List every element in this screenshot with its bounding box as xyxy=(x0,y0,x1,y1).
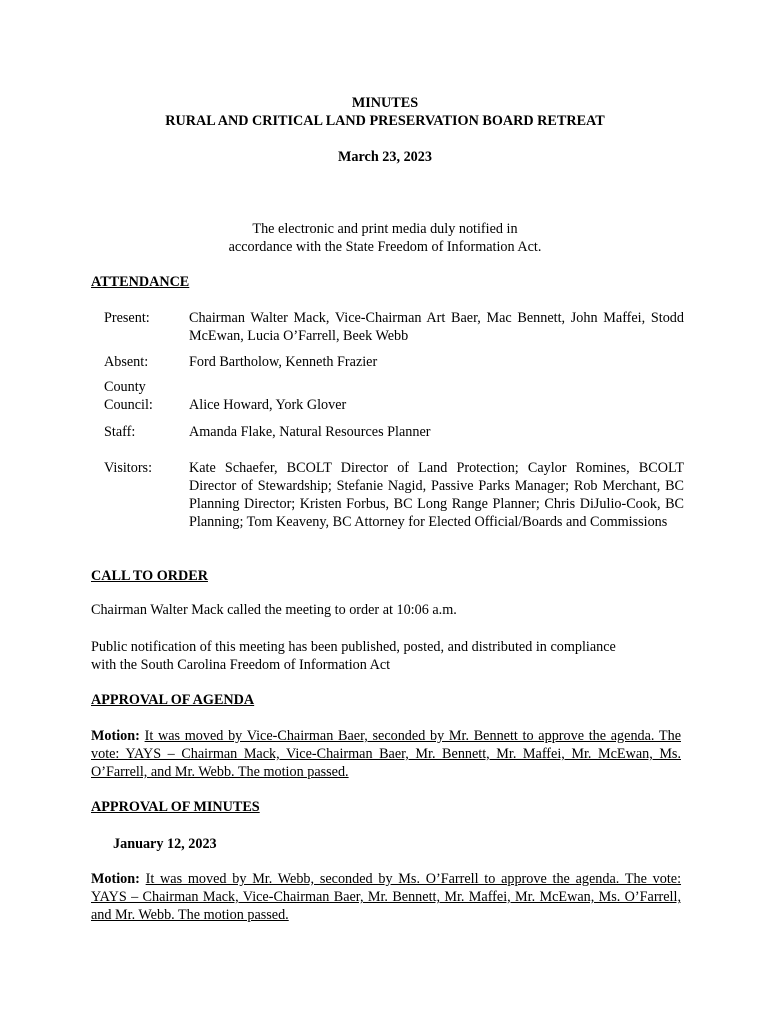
call-to-order-heading: CALL TO ORDER xyxy=(91,568,208,584)
agenda-motion xyxy=(91,727,681,781)
media-notice-line-2: accordance with the State Freedom of Information Act. xyxy=(228,239,542,255)
visitors-value: Kate Schaefer, BCOLT Director of Land Protection; Caylor Romines, BCOLT Director of Stewardship; Stefanie Nagid, Passive Parks Manager; Rob Merchant, BC Planning Director; Kristen Forbus, BC Long Range Planner; Chris DiJulio-Cook, BC Planning; Tom Keaveny, BC Attorney for Elected Official/Boards and Commissions xyxy=(189,460,684,530)
public-notification-paragraph xyxy=(91,638,681,674)
media-notice xyxy=(0,220,770,256)
absent-label: Absent: xyxy=(104,354,149,370)
media-notice-line-1: The electronic and print media duly notified in xyxy=(252,221,518,237)
call-to-order-paragraph: Chairman Walter Mack called the meeting to order at 10:06 a.m. xyxy=(91,602,457,618)
council-label-line-2: Council: xyxy=(104,397,153,413)
present-value: Chairman Walter Mack, Vice-Chairman Art Baer, Mac Bennett, John Maffei, Stodd McEwan, Lucia O’Farrell, Beek Webb xyxy=(189,310,684,344)
approval-of-minutes-heading: APPROVAL OF MINUTES xyxy=(91,799,260,815)
meeting-date: March 23, 2023 xyxy=(338,149,432,165)
attendance-visitors-row xyxy=(104,459,684,531)
approval-of-agenda-heading: APPROVAL OF AGENDA xyxy=(91,692,255,708)
staff-label: Staff: xyxy=(104,424,136,440)
attendance-absent-row xyxy=(104,353,684,371)
minutes-motion xyxy=(91,870,681,924)
attendance-heading: ATTENDANCE xyxy=(91,274,190,290)
document-subtitle: RURAL AND CRITICAL LAND PRESERVATION BOARD RETREAT xyxy=(165,113,605,129)
public-notification-line-2: with the South Carolina Freedom of Information Act xyxy=(91,657,391,673)
minutes-date-subheading: January 12, 2023 xyxy=(113,836,217,852)
absent-value: Ford Bartholow, Kenneth Frazier xyxy=(189,354,378,370)
public-notification-line-1: Public notification of this meeting has been published, posted, and distributed in compliance xyxy=(91,639,616,655)
agenda-motion-text: It was moved by Vice-Chairman Baer, seconded by Mr. Bennett to approve the agenda. The vote: YAYS – Chairman Mack, Vice-Chairman Baer, Mr. Bennett, Mr. Maffei, Mr. McEwan, Ms. O’Farrell, and Mr. Webb. The motion passed. xyxy=(91,728,681,780)
attendance-council-row xyxy=(104,378,684,414)
minutes-motion-label: Motion: xyxy=(91,871,140,887)
visitors-label: Visitors: xyxy=(104,460,153,476)
minutes-motion-text: It was moved by Mr. Webb, seconded by Ms. O’Farrell to approve the agenda. The vote: YAYS – Chairman Mack, Vice-Chairman Baer, Mr. Bennett, Mr. Maffei, Mr. McEwan, Ms. O’Farrell, and Mr. Webb. The motion passed. xyxy=(91,871,682,923)
council-label-line-1: County xyxy=(104,379,146,395)
council-value: Alice Howard, York Glover xyxy=(189,397,347,413)
agenda-motion-label: Motion: xyxy=(91,728,140,744)
council-label xyxy=(104,378,189,414)
staff-value: Amanda Flake, Natural Resources Planner xyxy=(189,424,431,440)
attendance-present-row xyxy=(104,309,684,345)
document-title: MINUTES xyxy=(351,95,419,111)
attendance-staff-row xyxy=(104,423,684,441)
present-label: Present: xyxy=(104,310,150,326)
